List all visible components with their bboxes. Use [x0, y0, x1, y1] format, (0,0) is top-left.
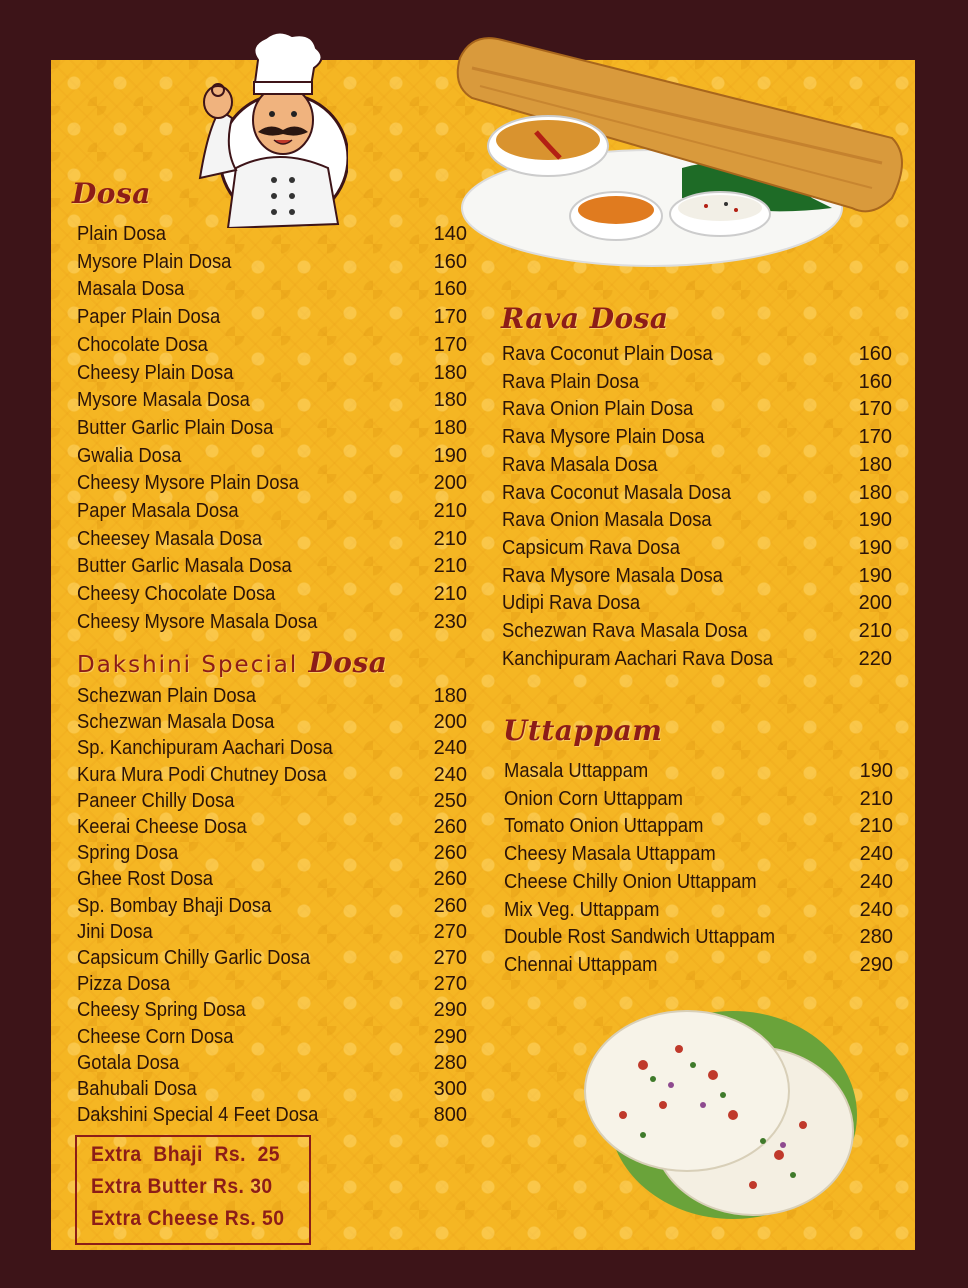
menu-item-name: Sp. Bombay Bhaji Dosa — [77, 894, 272, 917]
menu-item-name: Rava Coconut Plain Dosa — [502, 343, 713, 365]
menu-item-price: 210 — [859, 815, 893, 838]
menu-item-price: 800 — [433, 1104, 467, 1127]
menu-item-price: 200 — [433, 711, 467, 734]
menu-item-price: 290 — [859, 953, 893, 976]
menu-item-price: 160 — [433, 250, 467, 273]
menu-item-price: 160 — [858, 343, 892, 365]
menu-item-name: Cheesy Masala Uttappam — [504, 843, 716, 866]
menu-item-price: 260 — [433, 868, 467, 891]
extra-cheese: Extra Cheese Rs. 50 — [91, 1207, 285, 1230]
menu-item-name: Schezwan Masala Dosa — [77, 711, 275, 734]
menu-item-price: 250 — [433, 789, 467, 812]
menu-item-price: 170 — [858, 426, 892, 449]
menu-item-price: 220 — [858, 647, 892, 670]
menu-item-price: 290 — [433, 999, 467, 1022]
rava-dosa-heading: Rava Dosa — [501, 302, 669, 335]
menu-item-price: 210 — [433, 555, 467, 578]
menu-item-price: 240 — [433, 763, 467, 786]
menu-item-name: Masala Dosa — [77, 278, 185, 301]
menu-item-name: Schezwan Plain Dosa — [77, 685, 256, 707]
extra-bhaji: Extra Bhaji Rs. 25 — [91, 1143, 280, 1166]
menu-item-price: 280 — [859, 926, 893, 949]
menu-item-name: Masala Uttappam — [504, 760, 649, 782]
dosa-plate-image — [452, 28, 908, 270]
menu-item-price: 190 — [858, 536, 892, 559]
menu-item-price: 210 — [433, 527, 467, 550]
menu-item-price: 260 — [433, 816, 467, 838]
menu-item-price: 260 — [433, 894, 467, 917]
menu-item-price: 190 — [859, 760, 893, 782]
menu-item-price: 180 — [858, 481, 892, 504]
menu-item-price: 230 — [433, 610, 467, 633]
menu-item-price: 240 — [859, 898, 893, 921]
menu-item-name: Rava Coconut Masala Dosa — [502, 481, 732, 504]
menu-item-price: 240 — [859, 843, 893, 866]
extras-box — [75, 1135, 311, 1245]
menu-item-name: Gwalia Dosa — [77, 444, 182, 467]
menu-item-name: Kura Mura Podi Chutney Dosa — [77, 763, 327, 786]
menu-item-name: Kanchipuram Aachari Rava Dosa — [502, 647, 774, 670]
menu-item-price: 170 — [433, 333, 467, 356]
menu-item-name: Rava Onion Plain Dosa — [502, 398, 694, 421]
chef-illustration — [188, 28, 348, 228]
menu-item-price: 180 — [433, 416, 467, 439]
menu-item-name: Capsicum Rava Dosa — [502, 536, 680, 559]
menu-item-name: Cheesy Chocolate Dosa — [77, 583, 276, 606]
menu-item-name: Cheesy Mysore Masala Dosa — [77, 610, 318, 633]
menu-item-price: 270 — [433, 947, 467, 969]
menu-item-name: Rava Mysore Plain Dosa — [502, 426, 705, 449]
menu-item-price: 190 — [858, 564, 892, 587]
menu-item-name: Rava Mysore Masala Dosa — [502, 564, 723, 587]
menu-item-name: Paper Plain Dosa — [77, 306, 221, 329]
menu-item-name: Cheesy Plain Dosa — [77, 361, 234, 384]
menu-item-price: 170 — [858, 398, 892, 421]
menu-item-price: 280 — [433, 1051, 467, 1074]
menu-item-price: 200 — [858, 592, 892, 615]
menu-item-name: Capsicum Chilly Garlic Dosa — [77, 947, 311, 969]
uttappam-heading: Uttappam — [503, 714, 663, 747]
menu-item-price: 160 — [858, 370, 892, 393]
menu-item-name: Chennai Uttappam — [504, 953, 658, 976]
menu-item-name: Sp. Kanchipuram Aachari Dosa — [77, 737, 333, 760]
menu-item-name: Butter Garlic Plain Dosa — [77, 416, 274, 439]
menu-item-price: 180 — [433, 389, 467, 412]
menu-item-name: Gotala Dosa — [77, 1051, 180, 1074]
menu-item-name: Tomato Onion Uttappam — [504, 815, 704, 838]
menu-item-name: Cheese Chilly Onion Uttappam — [504, 870, 757, 893]
menu-item-name: Mysore Masala Dosa — [77, 389, 250, 412]
menu-item-name: Ghee Rost Dosa — [77, 868, 214, 891]
menu-item-name: Paneer Chilly Dosa — [77, 789, 235, 812]
menu-item-name: Double Rost Sandwich Uttappam — [504, 926, 776, 949]
menu-item-name: Cheesy Spring Dosa — [77, 999, 246, 1022]
menu-item-name: Bahubali Dosa — [77, 1078, 197, 1100]
menu-item-name: Pizza Dosa — [77, 973, 171, 996]
menu-item-name: Chocolate Dosa — [77, 333, 208, 356]
menu-item-name: Dakshini Special 4 Feet Dosa — [77, 1104, 319, 1127]
menu-item-price: 270 — [433, 973, 467, 996]
menu-item-name: Rava Masala Dosa — [502, 453, 658, 476]
menu-item-price: 180 — [433, 685, 467, 707]
menu-item-price: 300 — [433, 1078, 467, 1100]
menu-item-price: 210 — [433, 500, 467, 522]
menu-item-name: Schezwan Rava Masala Dosa — [502, 620, 748, 642]
dakshini-heading-suffix: Dosa — [308, 646, 388, 679]
menu-item-price: 240 — [433, 737, 467, 760]
menu-item-name: Paper Masala Dosa — [77, 500, 239, 522]
menu-item-price: 200 — [433, 472, 467, 495]
menu-item-name: Onion Corn Uttappam — [504, 787, 683, 810]
menu-item-name: Cheesy Mysore Plain Dosa — [77, 472, 299, 495]
menu-item-price: 260 — [433, 842, 467, 865]
menu-item-name: Rava Plain Dosa — [502, 370, 640, 393]
menu-item-price: 210 — [433, 583, 467, 606]
uttappam-plate-image — [583, 1005, 859, 1223]
menu-item-name: Cheesey Masala Dosa — [77, 527, 263, 550]
menu-item-name: Mysore Plain Dosa — [77, 250, 232, 273]
menu-item-price: 180 — [858, 453, 892, 476]
menu-item-name: Jini Dosa — [77, 920, 153, 943]
menu-item-name: Spring Dosa — [77, 842, 179, 865]
menu-item-price: 170 — [433, 306, 467, 329]
menu-item-price: 140 — [433, 223, 467, 245]
menu-item-name: Rava Onion Masala Dosa — [502, 509, 712, 532]
menu-item-price: 240 — [859, 870, 893, 893]
menu-item-price: 180 — [433, 361, 467, 384]
menu-item-price: 210 — [859, 787, 893, 810]
dakshini-special-heading — [77, 646, 387, 679]
dakshini-heading-prefix: Dakshini Special — [77, 652, 299, 678]
menu-item-price: 190 — [858, 509, 892, 532]
menu-item-price: 190 — [433, 444, 467, 467]
dosa-heading: Dosa — [72, 177, 151, 210]
menu-item-price: 160 — [433, 278, 467, 301]
extra-butter: Extra Butter Rs. 30 — [91, 1175, 273, 1198]
menu-item-name: Butter Garlic Masala Dosa — [77, 555, 292, 578]
menu-item-name: Plain Dosa — [77, 223, 166, 245]
menu-item-price: 290 — [433, 1025, 467, 1048]
menu-item-price: 210 — [858, 620, 892, 642]
menu-item-price: 270 — [433, 920, 467, 943]
menu-item-name: Mix Veg. Uttappam — [504, 898, 660, 921]
menu-item-name: Udipi Rava Dosa — [502, 592, 641, 615]
menu-item-name: Keerai Cheese Dosa — [77, 816, 247, 838]
menu-item-name: Cheese Corn Dosa — [77, 1025, 234, 1048]
